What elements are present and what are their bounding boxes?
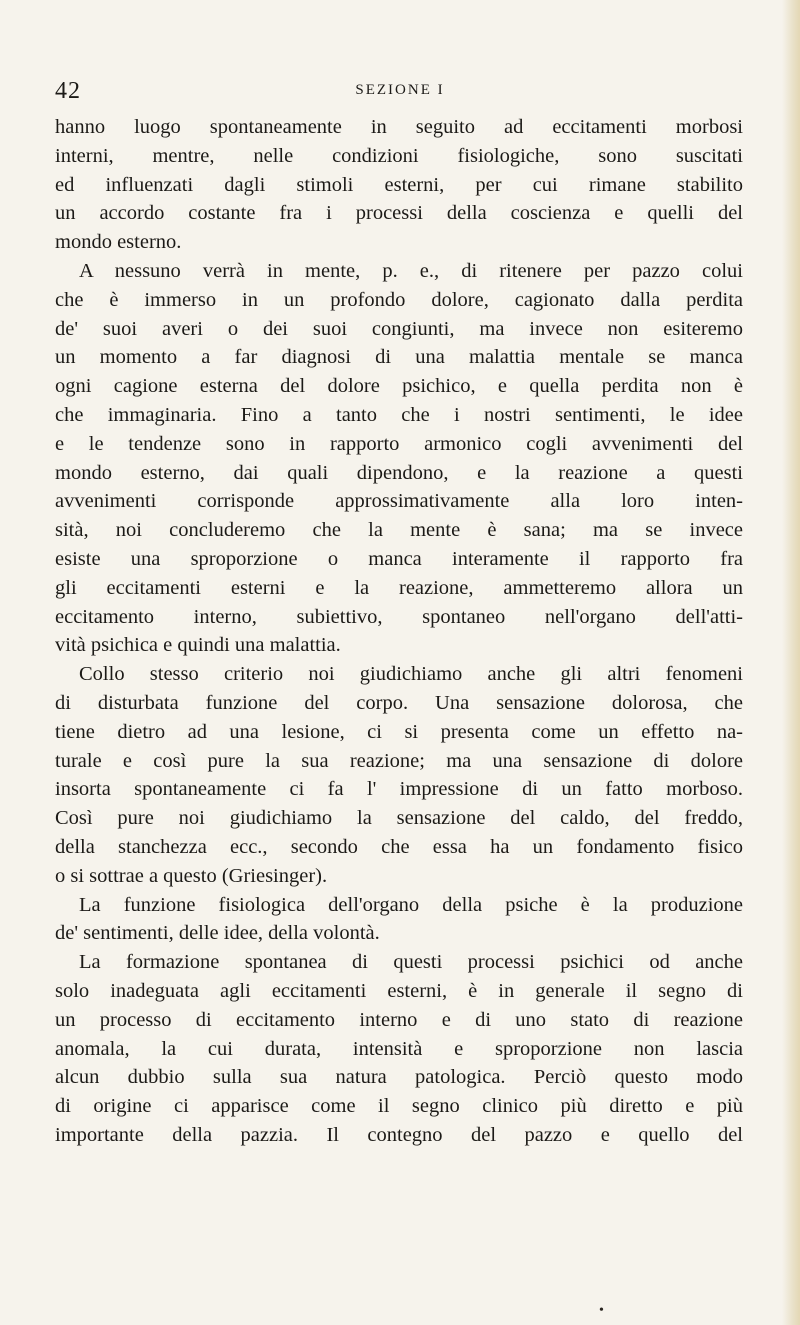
text-line: ed influenzati dagli stimoli esterni, per cui rimane stabilito [55,173,743,196]
text-line: mondo esterno. [55,231,182,254]
text-line: un accordo costante fra i processi della coscienza e quelli del [55,202,743,225]
text-line: anomala, la cui durata, intensità e sproporzione non lascia [55,1037,743,1060]
body-text [55,113,743,1150]
text-line: tiene dietro ad una lesione, ci si presenta come un effetto na- [55,720,743,743]
text-line: mondo esterno, dai quali dipendono, e la reazione a questi [55,461,743,484]
text-line: interni, mentre, nelle condizioni fisiologiche, sono suscitati [55,144,743,167]
page-edge-shadow [782,0,800,1325]
text-line: La funzione fisiologica dell'organo della psiche è la produzione [79,893,743,916]
text-line: esiste una sproporzione o manca interamente il rapporto fra [55,547,743,570]
text-line: o si sottrae a questo (Griesinger). [55,864,328,887]
text-line: A nessuno verrà in mente, p. e., di ritenere per pazzo colui [79,259,743,282]
text-line: avvenimenti corrisponde approssimativamente alla loro inten- [55,490,743,513]
page-header [55,78,745,108]
text-line: di disturbata funzione del corpo. Una sensazione dolorosa, che [55,691,743,714]
page-number: 42 [55,78,81,104]
text-line: solo inadeguata agli eccitamenti esterni, è in generale il segno di [55,979,743,1002]
text-line: vità psichica e quindi una malattia. [55,634,341,657]
text-line: gli eccitamenti esterni e la reazione, ammetteremo allora un [55,576,743,599]
text-line: sità, noi concluderemo che la mente è sana; ma se invece [55,519,743,542]
text-line: Così pure noi giudichiamo la sensazione del caldo, del freddo, [55,807,743,830]
footer-mark: • [599,1303,604,1318]
text-line: turale e così pure la sua reazione; ma una sensazione di dolore [55,749,743,772]
text-line: che immaginaria. Fino a tanto che i nostri sentimenti, le idee [55,403,743,426]
text-line: hanno luogo spontaneamente in seguito ad eccitamenti morbosi [55,116,743,138]
text-line: e le tendenze sono in rapporto armonico cogli avvenimenti del [55,432,743,455]
text-line: un processo di eccitamento interno e di uno stato di reazione [55,1008,743,1031]
text-line: de' suoi averi o dei suoi congiunti, ma invece non esiteremo [55,317,743,340]
text-line: della stanchezza ecc., secondo che essa ha un fondamento fisico [55,835,743,858]
text-line: La formazione spontanea di questi processi psichici od anche [79,951,743,974]
text-line: importante della pazzia. Il contegno del pazzo e quello del [55,1123,743,1146]
text-line: Collo stesso criterio noi giudichiamo anche gli altri fenomeni [79,663,743,686]
text-line: insorta spontaneamente ci fa l' impressione di un fatto morboso. [55,778,743,801]
text-line: ogni cagione esterna del dolore psichico, e quella perdita non è [55,375,743,398]
text-line: di origine ci apparisce come il segno clinico più diretto e più [55,1095,743,1118]
text-line: alcun dubbio sulla sua natura patologica. Perciò questo modo [55,1066,743,1089]
text-line: un momento a far diagnosi di una malattia mentale se manca [55,346,743,369]
text-line: de' sentimenti, delle idee, della volontà. [55,922,380,945]
text-line: che è immerso in un profondo dolore, cagionato dalla perdita [55,288,743,311]
text-line: eccitamento interno, subiettivo, spontaneo nell'organo dell'atti- [55,605,743,628]
running-head: SEZIONE I [355,82,445,98]
